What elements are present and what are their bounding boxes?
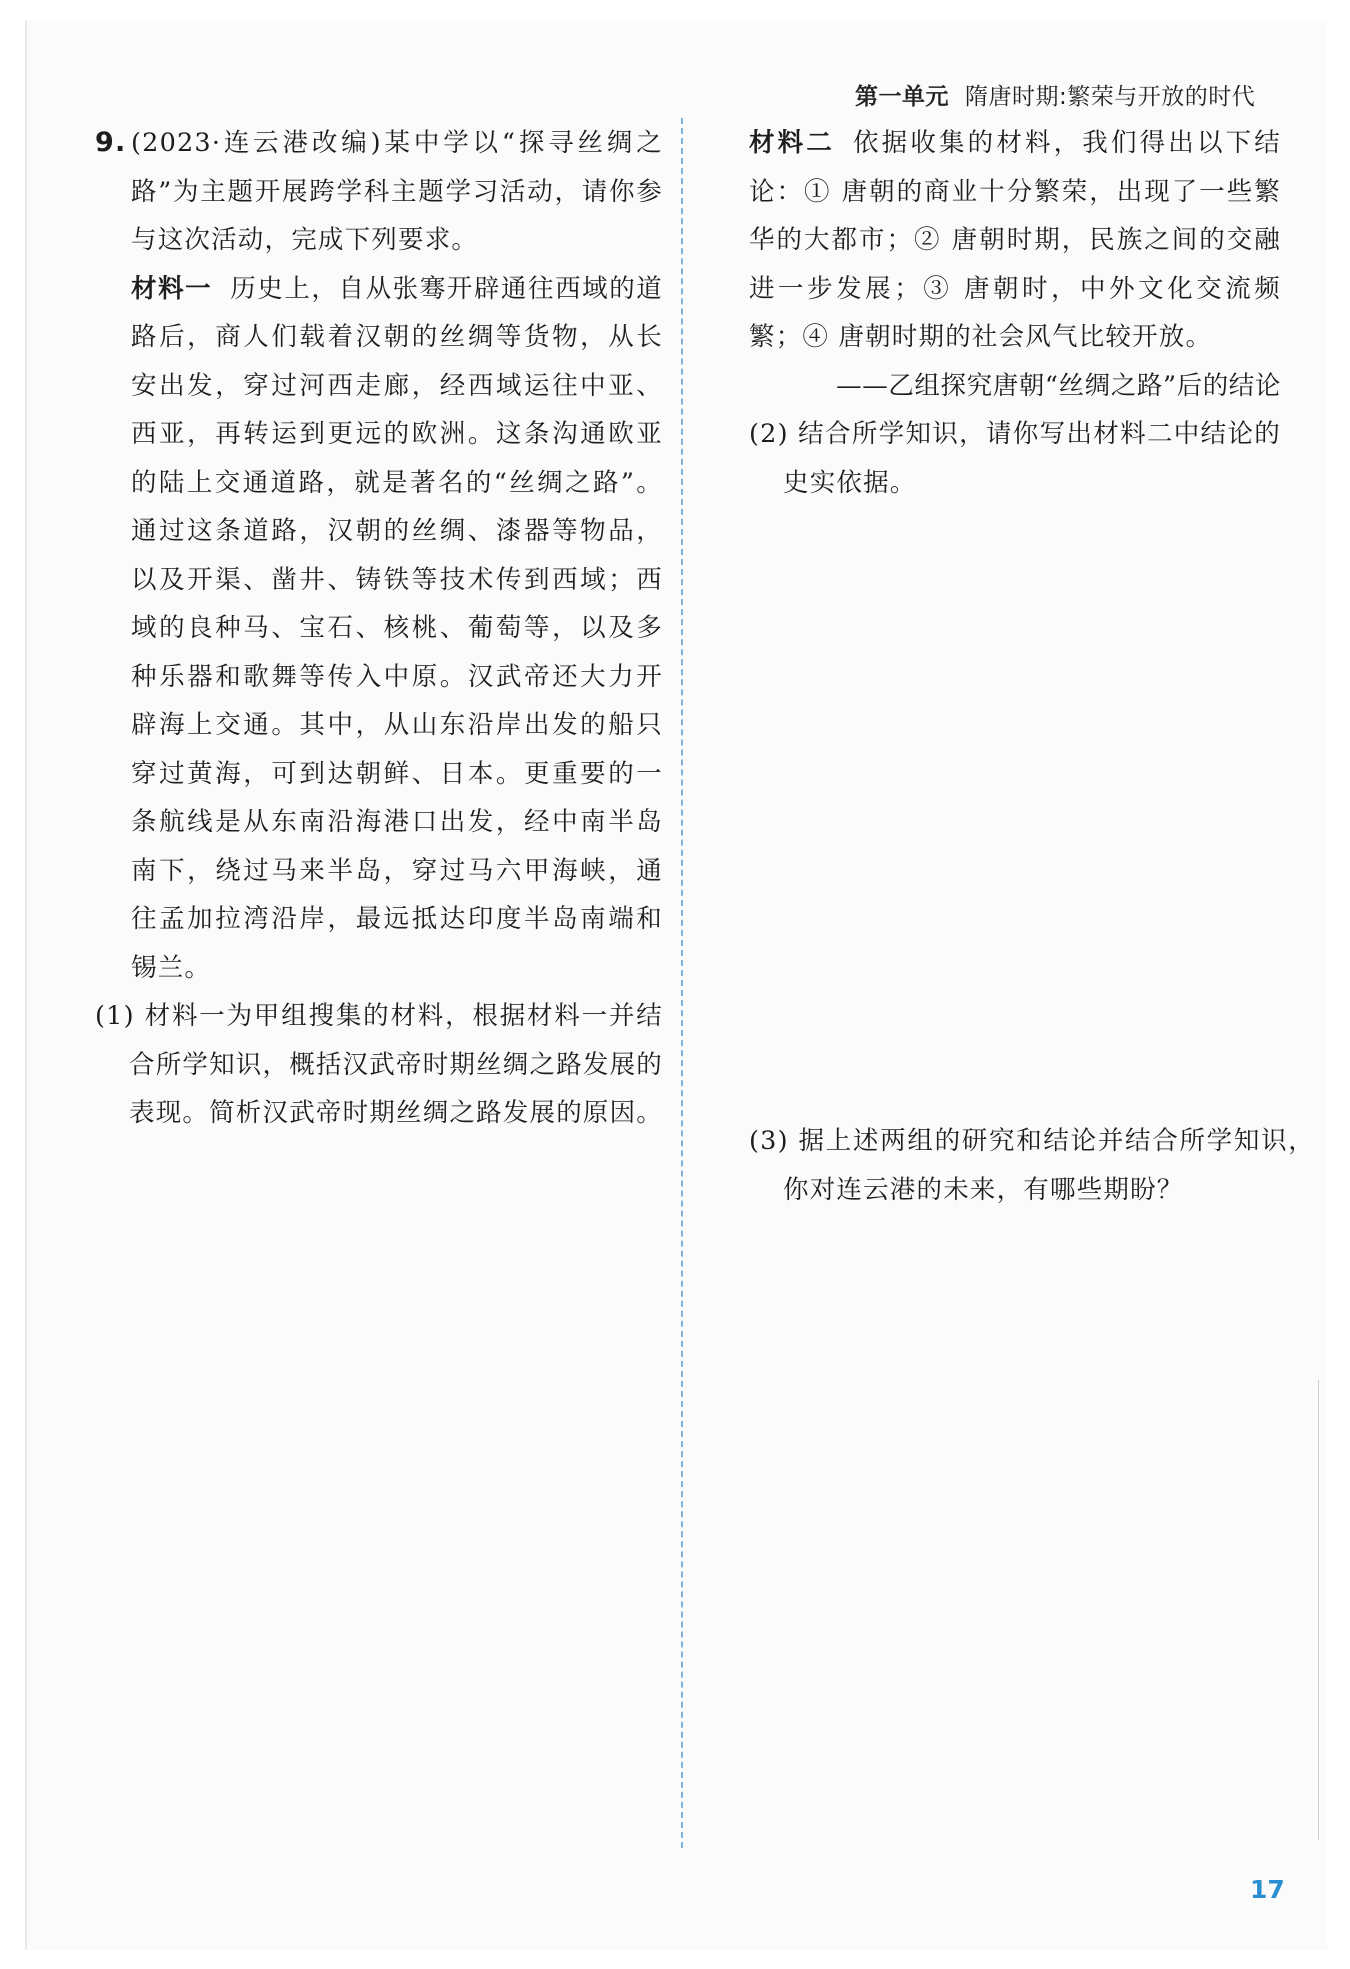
page-edge-line: [1318, 1380, 1319, 1840]
material-two-source: ——乙组探究唐朝“丝绸之路”后的结论: [836, 370, 1281, 401]
material-one-text: 历史上，自从张骞开辟通往西域的道路后，商人们载着汉朝的丝绸等货物，从长安出发，穿过河西走廊，经西域运往中亚、西亚，再转运到更远的欧洲。这条沟通欧亚的陆上交通道路，就是著名的“丝绸之路”。通过这条道路，汉朝的丝绸、漆器等物品，以及开渠、凿井、铸铁等技术传到西域；西域的良种马、宝石、核桃、葡萄等，以及多种乐器和歌舞等传入中原。汉武帝还大力开辟海上交通。其中，从山东沿岸出发的船只穿过黄海，可到达朝鲜、日本。更重要的一条航线是从东南沿海港口出发，经中南半岛南下，绕过马来半岛，穿过马六甲海峡，通往孟加拉湾沿岸，最远抵达印度半岛南端和锡兰。: [131, 273, 663, 983]
material-one-label: 材料一: [131, 273, 213, 304]
unit-title: 隋唐时期:繁荣与开放的时代: [965, 84, 1256, 110]
page-header: [855, 78, 1255, 111]
material-one: [95, 265, 663, 993]
page-number: 17: [1250, 1875, 1285, 1904]
material-two: [749, 119, 1281, 362]
sub-question-2: (2) 结合所学知识，请你写出材料二中结论的史实依据。: [749, 419, 1281, 498]
column-divider: [681, 118, 683, 1848]
unit-label: 第一单元: [855, 84, 949, 110]
question-stem: [95, 119, 663, 265]
material-two-label: 材料二: [749, 128, 835, 158]
question-stem-text: (2023·连云港改编)某中学以“探寻丝绸之路”为主题开展跨学科主题学习活动，请你参与这次活动，完成下列要求。: [131, 128, 663, 255]
question-number: 9.: [95, 127, 127, 158]
sub-question-1: (1) 材料一为甲组搜集的材料，根据材料一并结合所学知识，概括汉武帝时期丝绸之路发展的表现。简析汉武帝时期丝绸之路发展的原因。: [95, 1001, 664, 1128]
material-two-text: 依据收集的材料，我们得出以下结论：① 唐朝的商业十分繁荣，出现了一些繁华的大都市；② 唐朝时期，民族之间的交融进一步发展；③ 唐朝时，中外文化交流频繁；④ 唐朝时期的社会风气比较开放。: [749, 128, 1281, 352]
left-column: [95, 119, 663, 1138]
sub-question-3: (3) 据上述两组的研究和结论并结合所学知识，你对连云港的未来，有哪些期盼？: [749, 1126, 1315, 1205]
right-column: [749, 119, 1281, 507]
